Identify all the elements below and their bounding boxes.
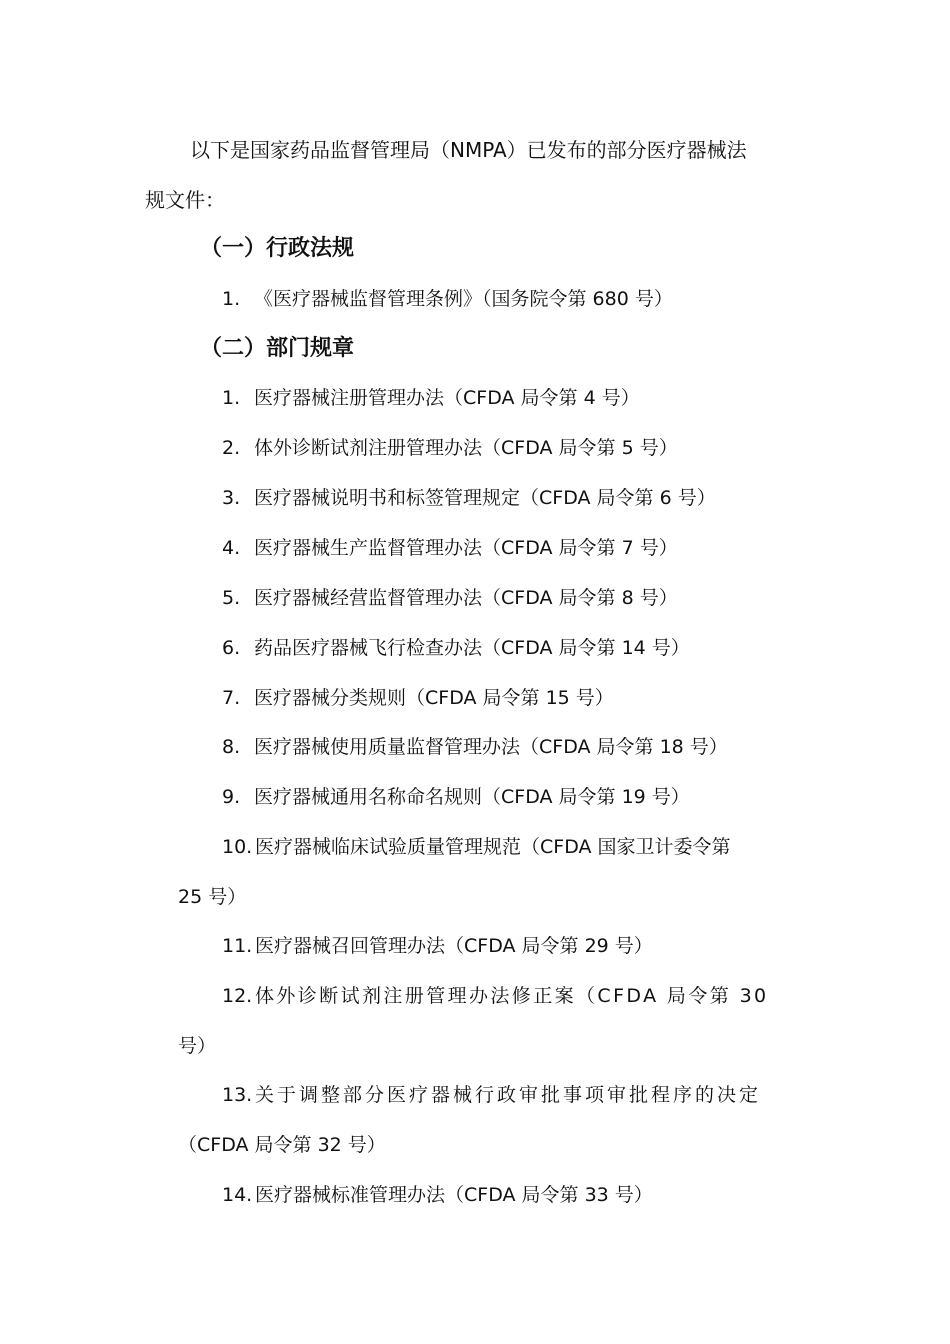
list-item-number: 3.: [222, 487, 241, 509]
list-item-text: 体外诊断试剂注册管理办法修正案（CFDA 局令第 30: [255, 985, 769, 1007]
list-item-continuation: （CFDA 局令第 32 号）: [178, 1134, 386, 1156]
list-item-text: 医疗器械说明书和标签管理规定（CFDA 局令第 6 号）: [254, 487, 716, 509]
list-item: [222, 738, 728, 757]
list-item: [222, 389, 640, 408]
list-item: [222, 987, 769, 1006]
list-item-text: 《医疗器械监督管理条例》（国务院令第 680 号）: [254, 288, 673, 310]
list-item-number: 10.: [222, 836, 253, 858]
list-item: [222, 639, 690, 658]
intro-paragraph-line2: 规文件：: [145, 188, 225, 212]
list-item-number: 12.: [222, 985, 253, 1007]
list-item-number: 1.: [222, 288, 241, 310]
list-item: [222, 539, 678, 558]
list-item-text: 关于调整部分医疗器械行政审批事项审批程序的决定: [255, 1084, 762, 1106]
list-item-number: 4.: [222, 537, 241, 559]
list-item-text: 体外诊断试剂注册管理办法（CFDA 局令第 5 号）: [254, 437, 678, 459]
intro-paragraph-line1: 以下是国家药品监督管理局（NMPA）已发布的部分医疗器械法: [190, 138, 747, 162]
list-item-number: 13.: [222, 1084, 253, 1106]
list-item: [222, 439, 678, 458]
list-item-number: 7.: [222, 687, 241, 709]
list-item-text: 医疗器械通用名称命名规则（CFDA 局令第 19 号）: [254, 786, 690, 808]
list-item-number: 9.: [222, 786, 241, 808]
list-item: [222, 1086, 761, 1105]
list-item-number: 14.: [222, 1184, 253, 1206]
list-item: [222, 937, 653, 956]
list-item-text: 药品医疗器械飞行检查办法（CFDA 局令第 14 号）: [254, 637, 690, 659]
list-item: [222, 689, 614, 708]
section-heading-admin-regulations: （一）行政法规: [200, 236, 355, 261]
list-item-text: 医疗器械注册管理办法（CFDA 局令第 4 号）: [254, 387, 640, 409]
list-item: [222, 838, 731, 857]
list-item-text: 医疗器械召回管理办法（CFDA 局令第 29 号）: [255, 935, 653, 957]
list-item-text: 医疗器械生产监督管理办法（CFDA 局令第 7 号）: [254, 537, 678, 559]
list-item-text: 医疗器械使用质量监督管理办法（CFDA 局令第 18 号）: [254, 736, 728, 758]
list-item: [222, 290, 673, 309]
list-item-number: 5.: [222, 587, 241, 609]
list-item-text: 医疗器械分类规则（CFDA 局令第 15 号）: [254, 687, 614, 709]
list-item: [222, 788, 690, 807]
list-item: [222, 1186, 653, 1205]
list-item-number: 11.: [222, 935, 253, 957]
list-item-continuation: 25 号）: [178, 886, 247, 908]
list-item-text: 医疗器械临床试验质量管理规范（CFDA 国家卫计委令第: [255, 836, 731, 858]
list-item: [222, 589, 678, 608]
list-item: [222, 489, 716, 508]
list-item-number: 6.: [222, 637, 241, 659]
list-item-text: 医疗器械经营监督管理办法（CFDA 局令第 8 号）: [254, 587, 678, 609]
list-item-text: 医疗器械标准管理办法（CFDA 局令第 33 号）: [255, 1184, 653, 1206]
list-item-continuation: 号）: [178, 1035, 217, 1057]
list-item-number: 1.: [222, 387, 241, 409]
list-item-number: 8.: [222, 736, 241, 758]
list-item-number: 2.: [222, 437, 241, 459]
section-heading-department-rules: （二）部门规章: [200, 336, 355, 361]
